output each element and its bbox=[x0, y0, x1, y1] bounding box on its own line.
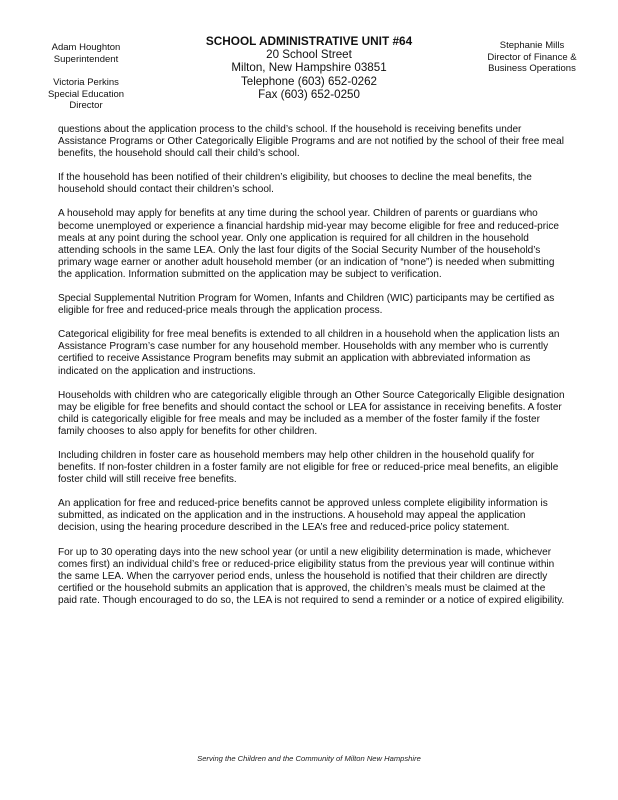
body-paragraph: If the household has been notified of their children’s eligibility, but chooses to decline the meal benefits, the household should contact their children’s school. bbox=[58, 172, 532, 196]
superintendent-block bbox=[38, 42, 134, 65]
body-paragraph: Including children in foster care as household members may help other children in the household qualify for benefits. If non-foster children in a foster family are not eligible for free or reduced-price meal benefits, an eligible foster child will still receive free benefits. bbox=[58, 449, 559, 486]
header-center-address bbox=[175, 35, 443, 101]
city-state-zip: Milton, New Hampshire 03851 bbox=[231, 61, 387, 75]
telephone-number: Telephone (603) 652-0262 bbox=[240, 74, 377, 88]
superintendent-name: Adam Houghton bbox=[51, 42, 121, 53]
fax-number: Fax (603) 652-0250 bbox=[258, 87, 360, 101]
finance-director-title-line1: Director of Finance & bbox=[487, 51, 577, 63]
body-paragraph: A household may apply for benefits at any time during the school year. Children of parents or guardians who become unemployed or experience a financial hardship mid-year may become eligible for free and reduced-price meals at any point during the school year. Only one application is required for all children in the household attending schools in the same LEA. Only the last four digits of the Social Security Number of the household’s primary wage earner or another adult household member (or an indication of “none”) is needed when submitting the application. Information submitted on the application may be subject to verification. bbox=[58, 208, 559, 280]
footer-tagline: Serving the Children and the Community of Milton New Hampshire bbox=[197, 754, 421, 763]
body-paragraph: questions about the application process to the child’s school. If the household is receiving benefits under Assistance Programs or Other Categorically Eligible Programs and are not notified by the school of their free meal benefits, the household should call their child’s school. bbox=[58, 124, 564, 160]
body-paragraph: Special Supplemental Nutrition Program for Women, Infants and Children (WIC) participants may be certified as eligible for free and reduced-price meals through the application process. bbox=[58, 293, 555, 317]
special-education-name: Victoria Perkins bbox=[53, 77, 119, 88]
body-paragraph: Households with children who are categorically eligible through an Other Source Categorically Eligible designation may be eligible for free benefits and should contact the school or LEA for assistance in receiving benefits. A foster child is categorically eligible for free meals and may be included as a member of the foster family if the foster family chooses to also apply for benefits for other children. bbox=[58, 389, 565, 437]
street-address: 20 School Street bbox=[266, 48, 352, 62]
header-left-staff bbox=[38, 42, 134, 112]
body-paragraph: For up to 30 operating days into the new school year (or until a new eligibility determination is made, whichever comes first) an individual child’s free or reduced-price eligibility status from the previous year will continue within the same LEA. When the carryover period ends, unless the household is notified that their children are directly certified or the household submits an application that is approved, the children’s meals must be claimed at the paid rate. Though encouraged to do so, the LEA is not required to send a reminder or a notice of expired eligibility. bbox=[58, 546, 565, 606]
special-education-block bbox=[38, 77, 134, 112]
body-paragraph: An application for free and reduced-price benefits cannot be approved unless complete eligibility information is submitted, as indicated on the application and in the instructions. A household may appeal the application decision, using the hearing procedure described in the LEA’s free and reduced-price policy statement. bbox=[58, 498, 548, 534]
finance-director-name: Stephanie Mills bbox=[499, 40, 565, 51]
special-education-title-line2: Director bbox=[69, 100, 103, 111]
finance-director-title-line2: Business Operations bbox=[488, 63, 576, 74]
header-right-staff bbox=[466, 40, 598, 75]
superintendent-title: Superintendent bbox=[53, 53, 119, 65]
special-education-title-line1: Special Education bbox=[47, 88, 125, 100]
organization-title: SCHOOL ADMINISTRATIVE UNIT #64 bbox=[205, 34, 413, 48]
document-body bbox=[58, 124, 566, 619]
body-paragraph: Categorical eligibility for free meal benefits is extended to all children in a household when the application lists an Assistance Program’s case number for any household member. Households with any member who is currently certified to receive Assistance Program benefits may submit an application with abbreviated information as indicated on the application and instructions. bbox=[58, 329, 560, 377]
